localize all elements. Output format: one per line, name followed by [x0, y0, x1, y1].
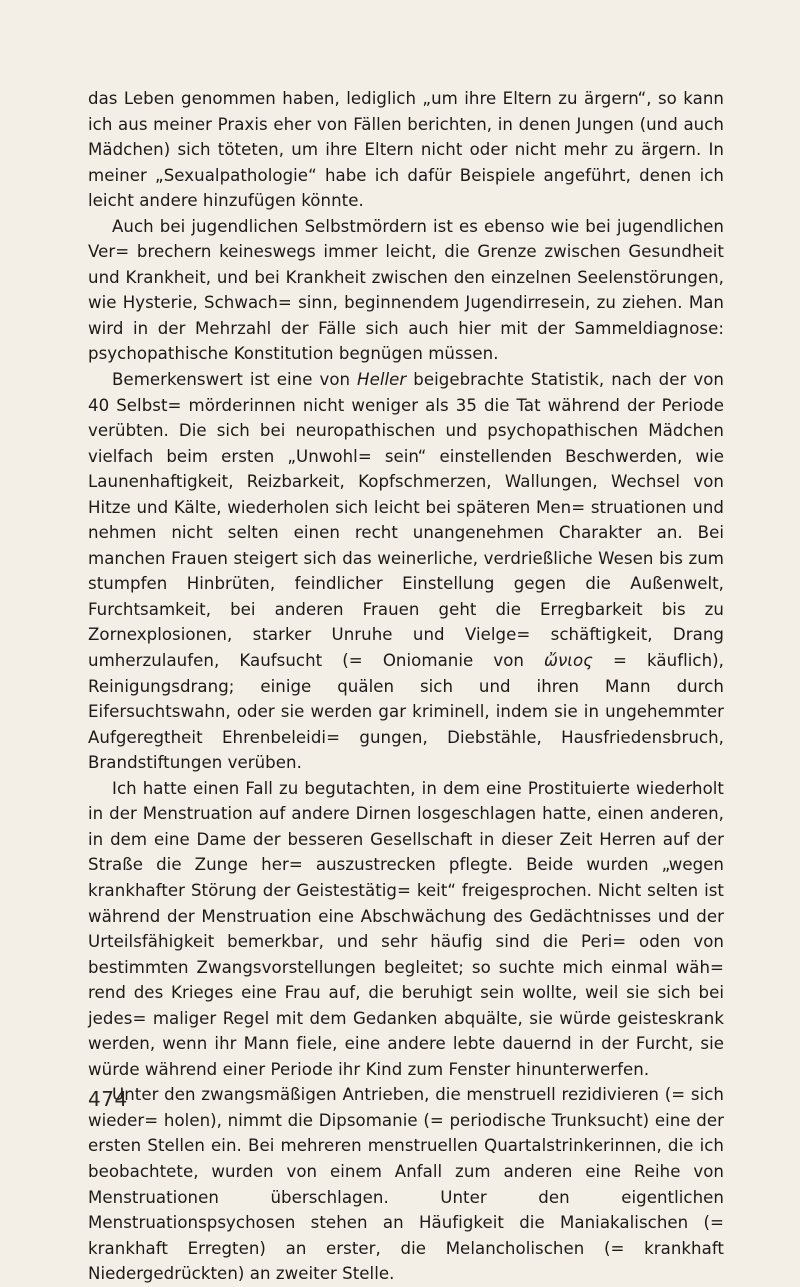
paragraph-4: [88, 776, 724, 1083]
paragraph-1: [88, 86, 724, 214]
paragraph-5: [88, 1082, 724, 1286]
paragraph-2-text: Auch bei jugendlichen Selbstmördern ist es ebenso wie bei jugendlichen Ver= brechern keineswegs immer leicht, die Grenze zwischen Gesundheit und Krankheit, und bei Krankheit zwischen den einzelnen Seelenstörungen, wie Hysterie, Schwach= sinn, beginnendem Jugendirresein, zu ziehen. Man wird in der Mehrzahl der Fälle sich auch hier mit der Sammeldiagnose: psychopathische Konstitution begnügen müssen.: [88, 216, 724, 364]
page-body: [88, 86, 724, 1287]
paragraph-3-text-c: = käuflich), Reinigungsdrang; einige quälen sich und ihren Mann durch Eifersuchtswahn, oder sie werden gar kriminell, indem sie in ungehemmter Aufgeregtheit Ehrenbeleidi= gungen, Diebstähle, Hausfriedensbruch, Brandstiftungen verüben.: [88, 651, 724, 773]
author-name-heller: Heller: [357, 370, 407, 390]
page-number: 474: [88, 1087, 128, 1111]
paragraph-5-text: Unter den zwangsmäßigen Antrieben, die menstruell rezidivieren (= sich wieder= holen), nimmt die Dipsomanie (= periodische Trunksucht) eine der ersten Stellen ein. Bei mehreren menstruellen Quartalstrinkerinnen, die ich beobachtete, wurden von einem Anfall zum anderen eine Reihe von Menstruationen überschlagen. Unter den eigentlichen Menstruationspsychosen stehen an Häufigkeit die Maniakalischen (= krankhaft Erregten) an erster, die Melancholischen (= krankhaft Niedergedrückten) an zweiter Stelle.: [88, 1085, 724, 1284]
paragraph-1-text: das Leben genommen haben, lediglich „um ihre Eltern zu ärgern“, so kann ich aus meiner Praxis eher von Fällen berichten, in denen Jungen (und auch Mädchen) sich töteten, um ihre Eltern nicht oder nicht mehr zu ärgern. In meiner „Sexualpathologie“ habe ich dafür Beispiele angeführt, denen ich leicht andere hinzufügen könnte.: [88, 89, 724, 211]
greek-word: ὤνιος: [544, 651, 593, 671]
paragraph-3: [88, 367, 724, 776]
paragraph-2: [88, 214, 724, 367]
paragraph-4-text: Ich hatte einen Fall zu begutachten, in dem eine Prostituierte wiederholt in der Menstruation auf andere Dirnen losgeschlagen hatte, einen anderen, in dem eine Dame der besseren Gesellschaft in dieser Zeit Herren auf der Straße die Zunge her= auszustrecken pflegte. Beide wurden „wegen krankhafter Störung der Geistestätig= keit“ freigesprochen. Nicht selten ist während der Menstruation eine Abschwächung des Gedächtnisses und der Urteilsfähigkeit bemerkbar, und sehr häufig sind die Peri= oden von bestimmten Zwangsvorstellungen begleitet; so suchte mich einmal wäh= rend des Krieges eine Frau auf, die beruhigt sein wollte, weil sie sich bei jedes= maliger Regel mit dem Gedanken abquälte, sie würde geisteskrank werden, wenn ihr Mann fiele, eine andere lebte dauernd in der Furcht, sie würde während einer Periode ihr Kind zum Fenster hinunterwerfen.: [88, 778, 724, 1079]
paragraph-3-text-b: beigebrachte Statistik, nach der von 40 Selbst= mörderinnen nicht weniger als 35 die Tat während der Periode verübten. Die sich bei neuropathischen und psychopathischen Mädchen vielfach beim ersten „Unwohl= sein“ einstellenden Beschwerden, wie Launenhaftigkeit, Reizbarkeit, Kopfschmerzen, Wallungen, Wechsel von Hitze und Kälte, wiederholen sich leicht bei späteren Men= struationen und nehmen nicht selten einen recht unangenehmen Charakter an. Bei manchen Frauen steigert sich das weinerliche, verdrießliche Wesen bis zum stumpfen Hinbrüten, feindlicher Einstellung gegen die Außenwelt, Furchtsamkeit, bei anderen Frauen geht die Erregbarkeit bis zu Zornexplosionen, starker Unruhe und Vielge= schäftigkeit, Drang umherzulaufen, Kaufsucht (= Oniomanie von: [88, 370, 724, 671]
paragraph-3-text-a: Bemerkenswert ist eine von: [112, 370, 358, 390]
